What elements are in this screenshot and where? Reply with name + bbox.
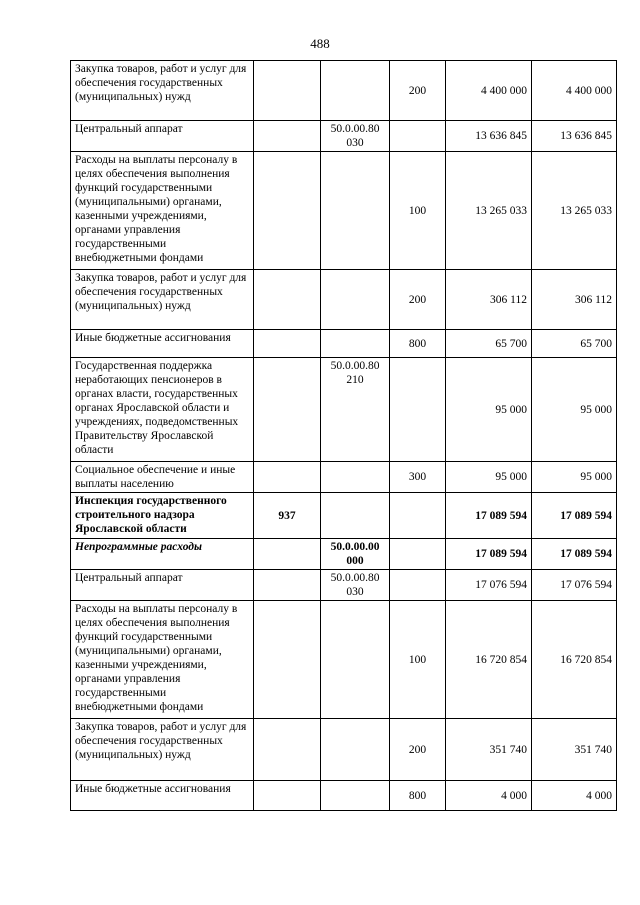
row-code-cell xyxy=(254,61,321,121)
row-vr-cell: 100 xyxy=(390,152,446,270)
row-sum1-cell: 13 636 845 xyxy=(446,121,532,152)
table-row xyxy=(71,539,617,570)
budget-table-body xyxy=(71,61,617,811)
row-code-cell xyxy=(254,358,321,462)
row-name-cell: Закупка товаров, работ и услуг для обеспечения государственных (муниципальных) нужд xyxy=(71,719,254,781)
row-csr-cell: 50.0.00.80 210 xyxy=(321,358,390,462)
row-sum1-cell: 13 265 033 xyxy=(446,152,532,270)
row-name-cell: Центральный аппарат xyxy=(71,570,254,601)
table-row xyxy=(71,570,617,601)
row-sum1-cell: 4 400 000 xyxy=(446,61,532,121)
table-row xyxy=(71,270,617,330)
row-sum2-cell: 17 076 594 xyxy=(532,570,617,601)
row-vr-cell xyxy=(390,121,446,152)
row-name-cell: Расходы на выплаты персоналу в целях обеспечения выполнения функций государственными (муниципальными) органами, казенными учреждениями, органами управления государственными внебюджетными фондами xyxy=(71,601,254,719)
row-name-cell: Центральный аппарат xyxy=(71,121,254,152)
row-sum2-cell: 4 000 xyxy=(532,781,617,811)
table-row xyxy=(71,121,617,152)
row-vr-cell: 200 xyxy=(390,61,446,121)
row-sum2-cell: 17 089 594 xyxy=(532,539,617,570)
budget-table xyxy=(70,60,617,811)
row-sum1-cell: 17 089 594 xyxy=(446,539,532,570)
row-sum2-cell: 16 720 854 xyxy=(532,601,617,719)
table-row xyxy=(71,61,617,121)
row-sum1-cell: 65 700 xyxy=(446,330,532,358)
row-sum1-cell: 351 740 xyxy=(446,719,532,781)
row-name-cell: Иные бюджетные ассигнования xyxy=(71,330,254,358)
row-name-cell: Непрограммные расходы xyxy=(71,539,254,570)
row-vr-cell: 200 xyxy=(390,719,446,781)
table-row xyxy=(71,601,617,719)
row-name-cell: Закупка товаров, работ и услуг для обеспечения государственных (муниципальных) нужд xyxy=(71,61,254,121)
row-sum1-cell: 16 720 854 xyxy=(446,601,532,719)
row-csr-cell xyxy=(321,719,390,781)
row-vr-cell xyxy=(390,358,446,462)
row-sum1-cell: 17 089 594 xyxy=(446,493,532,539)
row-name-cell: Расходы на выплаты персоналу в целях обеспечения выполнения функций государственными (муниципальными) органами, казенными учреждениями, органами управления государственными внебюджетными фондами xyxy=(71,152,254,270)
row-csr-cell: 50.0.00.00 000 xyxy=(321,539,390,570)
row-csr-cell xyxy=(321,601,390,719)
row-sum2-cell: 13 265 033 xyxy=(532,152,617,270)
row-vr-cell: 800 xyxy=(390,330,446,358)
row-csr-cell: 50.0.00.80 030 xyxy=(321,121,390,152)
row-code-cell xyxy=(254,601,321,719)
row-sum2-cell: 4 400 000 xyxy=(532,61,617,121)
page-number: 488 xyxy=(310,36,330,51)
row-code-cell xyxy=(254,121,321,152)
table-row xyxy=(71,462,617,493)
row-csr-cell: 50.0.00.80 030 xyxy=(321,570,390,601)
table-row xyxy=(71,781,617,811)
row-vr-cell: 300 xyxy=(390,462,446,493)
row-sum2-cell: 95 000 xyxy=(532,358,617,462)
row-vr-cell: 200 xyxy=(390,270,446,330)
row-csr-cell xyxy=(321,152,390,270)
row-code-cell xyxy=(254,539,321,570)
row-code-cell xyxy=(254,152,321,270)
row-vr-cell: 100 xyxy=(390,601,446,719)
row-sum2-cell: 17 089 594 xyxy=(532,493,617,539)
row-name-cell: Закупка товаров, работ и услуг для обеспечения государственных (муниципальных) нужд xyxy=(71,270,254,330)
row-csr-cell xyxy=(321,330,390,358)
row-sum2-cell: 65 700 xyxy=(532,330,617,358)
row-sum1-cell: 306 112 xyxy=(446,270,532,330)
row-sum2-cell: 13 636 845 xyxy=(532,121,617,152)
row-csr-cell xyxy=(321,781,390,811)
row-sum1-cell: 17 076 594 xyxy=(446,570,532,601)
row-code-cell xyxy=(254,570,321,601)
row-code-cell xyxy=(254,719,321,781)
row-vr-cell xyxy=(390,570,446,601)
row-name-cell: Иные бюджетные ассигнования xyxy=(71,781,254,811)
row-sum1-cell: 4 000 xyxy=(446,781,532,811)
table-row xyxy=(71,358,617,462)
table-row xyxy=(71,493,617,539)
row-vr-cell xyxy=(390,539,446,570)
row-csr-cell xyxy=(321,493,390,539)
row-code-cell: 937 xyxy=(254,493,321,539)
table-row xyxy=(71,330,617,358)
row-sum2-cell: 306 112 xyxy=(532,270,617,330)
row-name-cell: Социальное обеспечение и иные выплаты населению xyxy=(71,462,254,493)
table-row xyxy=(71,719,617,781)
row-name-cell: Инспекция государственного строительного надзора Ярославской области xyxy=(71,493,254,539)
row-vr-cell xyxy=(390,493,446,539)
row-sum1-cell: 95 000 xyxy=(446,358,532,462)
row-vr-cell: 800 xyxy=(390,781,446,811)
table-row xyxy=(71,152,617,270)
row-sum2-cell: 351 740 xyxy=(532,719,617,781)
row-code-cell xyxy=(254,330,321,358)
row-code-cell xyxy=(254,270,321,330)
row-csr-cell xyxy=(321,61,390,121)
row-csr-cell xyxy=(321,270,390,330)
row-csr-cell xyxy=(321,462,390,493)
row-code-cell xyxy=(254,781,321,811)
row-code-cell xyxy=(254,462,321,493)
row-sum2-cell: 95 000 xyxy=(532,462,617,493)
row-sum1-cell: 95 000 xyxy=(446,462,532,493)
row-name-cell: Государственная поддержка неработающих пенсионеров в органах власти, государственных органах Ярославской области и учреждениях, подведомственных Правительству Ярославской области xyxy=(71,358,254,462)
